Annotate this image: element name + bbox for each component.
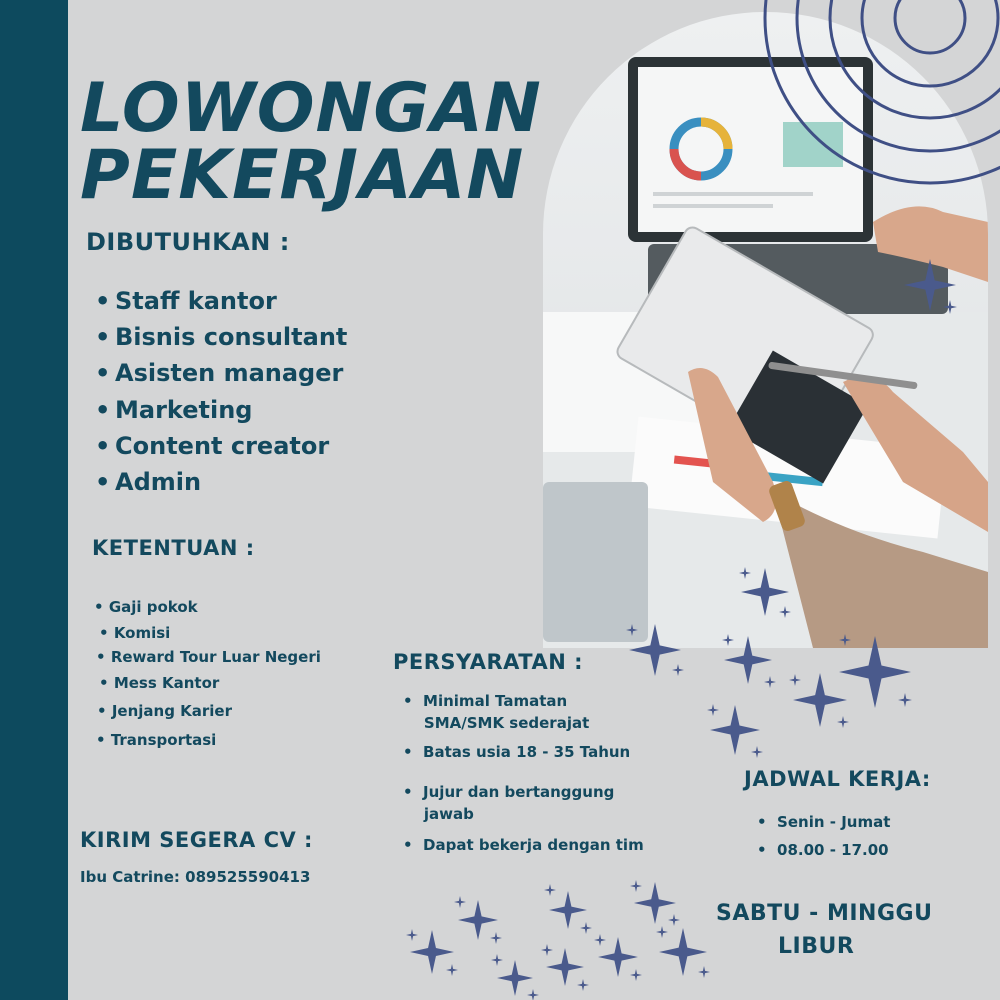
- sparkle-star-icon: [668, 914, 680, 926]
- position-item: • Marketing: [93, 392, 347, 428]
- sparkle-star-icon: [656, 926, 668, 938]
- sparkle-star-icon: [698, 966, 710, 978]
- sparkle-star-icon: [549, 891, 587, 929]
- sparkle-star-icon: [904, 259, 956, 311]
- benefit-item: • Mess Kantor: [99, 674, 220, 692]
- sparkle-star-icon: [598, 937, 638, 977]
- sparkle-star-icon: [594, 934, 606, 946]
- sparkle-star-icon: [630, 969, 642, 981]
- benefit-item: • Reward Tour Luar Negeri: [96, 648, 321, 666]
- benefit-item: • Komisi: [99, 624, 171, 642]
- sparkle-star-icon: [577, 979, 589, 991]
- sparkle-star-icon: [793, 673, 847, 727]
- sparkle-star-icon: [629, 624, 681, 676]
- sparkle-star-icon: [491, 954, 503, 966]
- sparkle-star-icon: [546, 948, 584, 986]
- title-line-1: LOWONGAN: [80, 69, 542, 148]
- dibutuhkan-heading: DIBUTUHKAN :: [86, 228, 290, 256]
- sparkle-star-icon: [659, 928, 707, 976]
- sparkle-star-icon: [764, 676, 776, 688]
- sparkle-star-icon: [490, 932, 502, 944]
- sparkle-star-icon: [739, 567, 751, 579]
- sparkle-star-icon: [410, 930, 454, 974]
- requirement-item: • Batas usia 18 - 35 Tahun: [403, 743, 631, 761]
- sparkle-star-icon: [626, 624, 638, 636]
- sparkle-star-icon: [724, 636, 772, 684]
- sparkle-star-icon: [898, 693, 912, 707]
- position-item: • Staff kantor: [93, 283, 347, 319]
- position-item: • Bisnis consultant: [93, 319, 347, 355]
- benefit-item: • Transportasi: [96, 731, 217, 749]
- sparkle-star-icon: [544, 884, 556, 896]
- schedule-item: • Senin - Jumat: [757, 813, 891, 831]
- requirement-item: • Minimal Tamatan SMA/SMK sederajat: [403, 692, 590, 732]
- contact-detail: Ibu Catrine: 089525590413: [80, 868, 311, 886]
- sparkle-star-icon: [779, 606, 791, 618]
- sparkle-star-icon: [630, 880, 642, 892]
- sparkle-star-icon: [839, 634, 851, 646]
- sparkle-star-icon: [672, 664, 684, 676]
- benefit-item: • Gaji pokok: [94, 598, 198, 616]
- sparkle-star-icon: [446, 964, 458, 976]
- benefit-item: • Jenjang Karier: [97, 702, 233, 720]
- sparkle-star-icon: [458, 900, 498, 940]
- ketentuan-heading: KETENTUAN :: [92, 536, 255, 560]
- persyaratan-heading: PERSYARATAN :: [393, 650, 584, 674]
- sparkle-star-icon: [789, 674, 801, 686]
- weekend-line-2: LIBUR: [778, 934, 855, 959]
- requirement-item: • Jujur dan bertanggung jawab: [403, 783, 615, 823]
- sparkle-star-icon: [454, 896, 466, 908]
- sparkle-star-icon: [707, 704, 719, 716]
- sparkle-star-icon: [751, 746, 763, 758]
- title-line-2: PEKERJAAN: [80, 136, 525, 215]
- position-item: • Asisten manager: [93, 355, 347, 391]
- sparkle-star-icon: [527, 989, 539, 1000]
- sparkle-star-icon: [497, 960, 533, 996]
- contact-heading: KIRIM SEGERA CV :: [80, 828, 313, 852]
- sparkle-star-icon: [741, 568, 789, 616]
- sparkle-star-icon: [943, 300, 957, 314]
- weekend-line-1: SABTU - MINGGU: [716, 901, 933, 926]
- sparkle-star-icon: [837, 716, 849, 728]
- schedule-item: • 08.00 - 17.00: [757, 841, 889, 859]
- position-list: [93, 283, 347, 500]
- requirement-item: • Dapat bekerja dengan tim: [403, 836, 644, 854]
- position-item: • Content creator: [93, 428, 347, 464]
- position-item: • Admin: [93, 464, 347, 500]
- sparkle-star-icon: [541, 944, 553, 956]
- sparkle-star-icon: [406, 929, 418, 941]
- sparkle-star-icon: [580, 922, 592, 934]
- sparkle-star-icon: [839, 636, 911, 708]
- sparkle-star-icon: [722, 634, 734, 646]
- sparkle-star-icon: [634, 882, 676, 924]
- jadwal-heading: JADWAL KERJA:: [744, 767, 931, 791]
- sparkle-star-icon: [710, 705, 760, 755]
